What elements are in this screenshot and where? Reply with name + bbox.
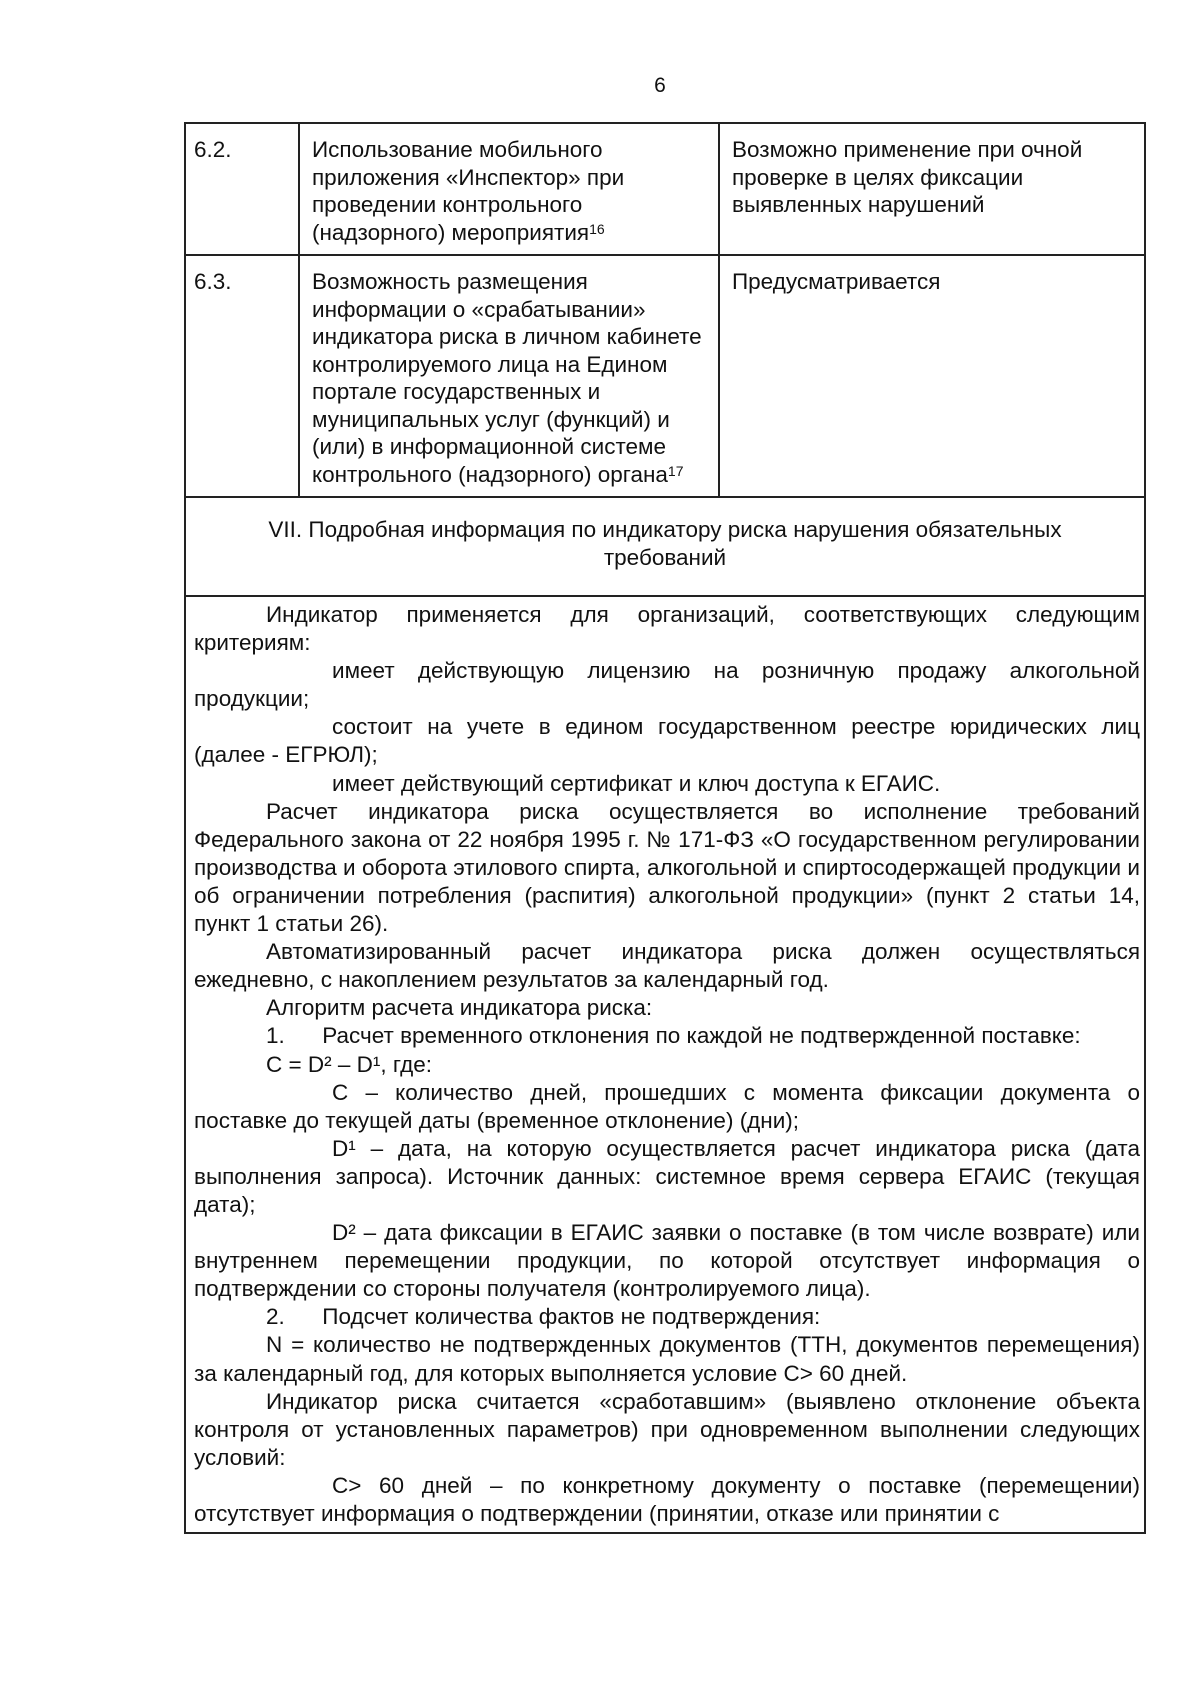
paragraph: имеет действующую лицензию на розничную продажу алкогольной продукции;	[194, 658, 1140, 712]
paragraph: C – количество дней, прошедших с момента фиксации документа о поставке до текущей даты (временное отклонение) (дни);	[194, 1079, 1140, 1133]
paragraph: D² – дата фиксации в ЕГАИС заявки о поставке (в том числе возврате) или внутреннем перемещении продукции, по которой отсутствует информация о подтверждении со стороны получателя (контролируемого лица).	[194, 1220, 1140, 1302]
paragraph: C = D² – D¹, где:	[266, 1051, 432, 1077]
paragraph: Автоматизированный расчет индикатора риска должен осуществляться ежедневно, с накоплением результатов за календарный год.	[194, 939, 1140, 993]
row-name	[299, 255, 719, 497]
table-row	[185, 255, 1145, 497]
paragraph: 1. Расчет временного отклонения по каждой не подтвержденной поставке:	[266, 1023, 1081, 1049]
body-row	[185, 596, 1145, 1533]
table-row	[185, 123, 1145, 255]
paragraph: состоит на учете в едином государственном реестре юридических лиц (далее - ЕГРЮЛ);	[194, 714, 1140, 768]
paragraph: Расчет индикатора риска осуществляется во исполнение требований Федерального закона от 22 ноября 1995 г. № 171-ФЗ «О государственном регулировании производства и оборота этилового спирта, алкогольной и спиртосодержащей продукции и об ограничении потребления (распития) алкогольной продукции» (пункт 2 статьи 14, пункт 1 статьи 26).	[194, 798, 1140, 937]
paragraph: имеет действующий сертификат и ключ доступа к ЕГАИС.	[332, 770, 941, 796]
paragraph: Индикатор применяется для организаций, соответствующих следующим критериям:	[194, 602, 1140, 656]
document-table	[184, 122, 1146, 1534]
row-number: 6.3.	[185, 255, 299, 497]
paragraph: C> 60 дней – по конкретному документу о поставке (перемещении) отсутствует информация о подтверждении (принятии, отказе или принятии с	[194, 1472, 1140, 1526]
row-value: Возможно применение при очной проверке в целях фиксации выявленных нарушений	[719, 123, 1145, 255]
row-value: Предусматривается	[719, 255, 1145, 497]
footnote-ref: 16	[589, 220, 605, 237]
row-name	[299, 123, 719, 255]
page-number: 6	[654, 74, 666, 97]
footnote-ref: 17	[667, 462, 684, 479]
section-title: VII. Подробная информация по индикатору риска нарушения обязательных требований	[185, 497, 1145, 596]
row-name-text: Возможность размещения информации о «срабатывании» индикатора риска в личном кабинете контролируемого лица на Едином портале государственных и муниципальных услуг (функций) и (или) в информационной системе контрольного (надзорного) органа	[312, 269, 702, 487]
section-row	[185, 497, 1145, 596]
row-number: 6.2.	[185, 123, 299, 255]
paragraph: Индикатор риска считается «сработавшим» (выявлено отклонение объекта контроля от установленных параметров) при одновременном выполнении следующих условий:	[194, 1388, 1140, 1470]
paragraph: 2. Подсчет количества фактов не подтверждения:	[266, 1304, 821, 1330]
paragraph: D¹ – дата, на которую осуществляется расчет индикатора риска (дата выполнения запроса). Источник данных: системное время сервера ЕГАИС (текущая дата);	[194, 1135, 1140, 1217]
section-body	[185, 596, 1145, 1533]
paragraph: Алгоритм расчета индикатора риска:	[266, 995, 653, 1021]
row-name-text: Использование мобильного приложения «Инспектор» при проведении контрольного (надзорного) мероприятия	[312, 137, 625, 245]
paragraph: N = количество не подтвержденных документов (ТТН, документов перемещения) за календарный год, для которых выполняется условие C> 60 дней.	[194, 1332, 1140, 1386]
